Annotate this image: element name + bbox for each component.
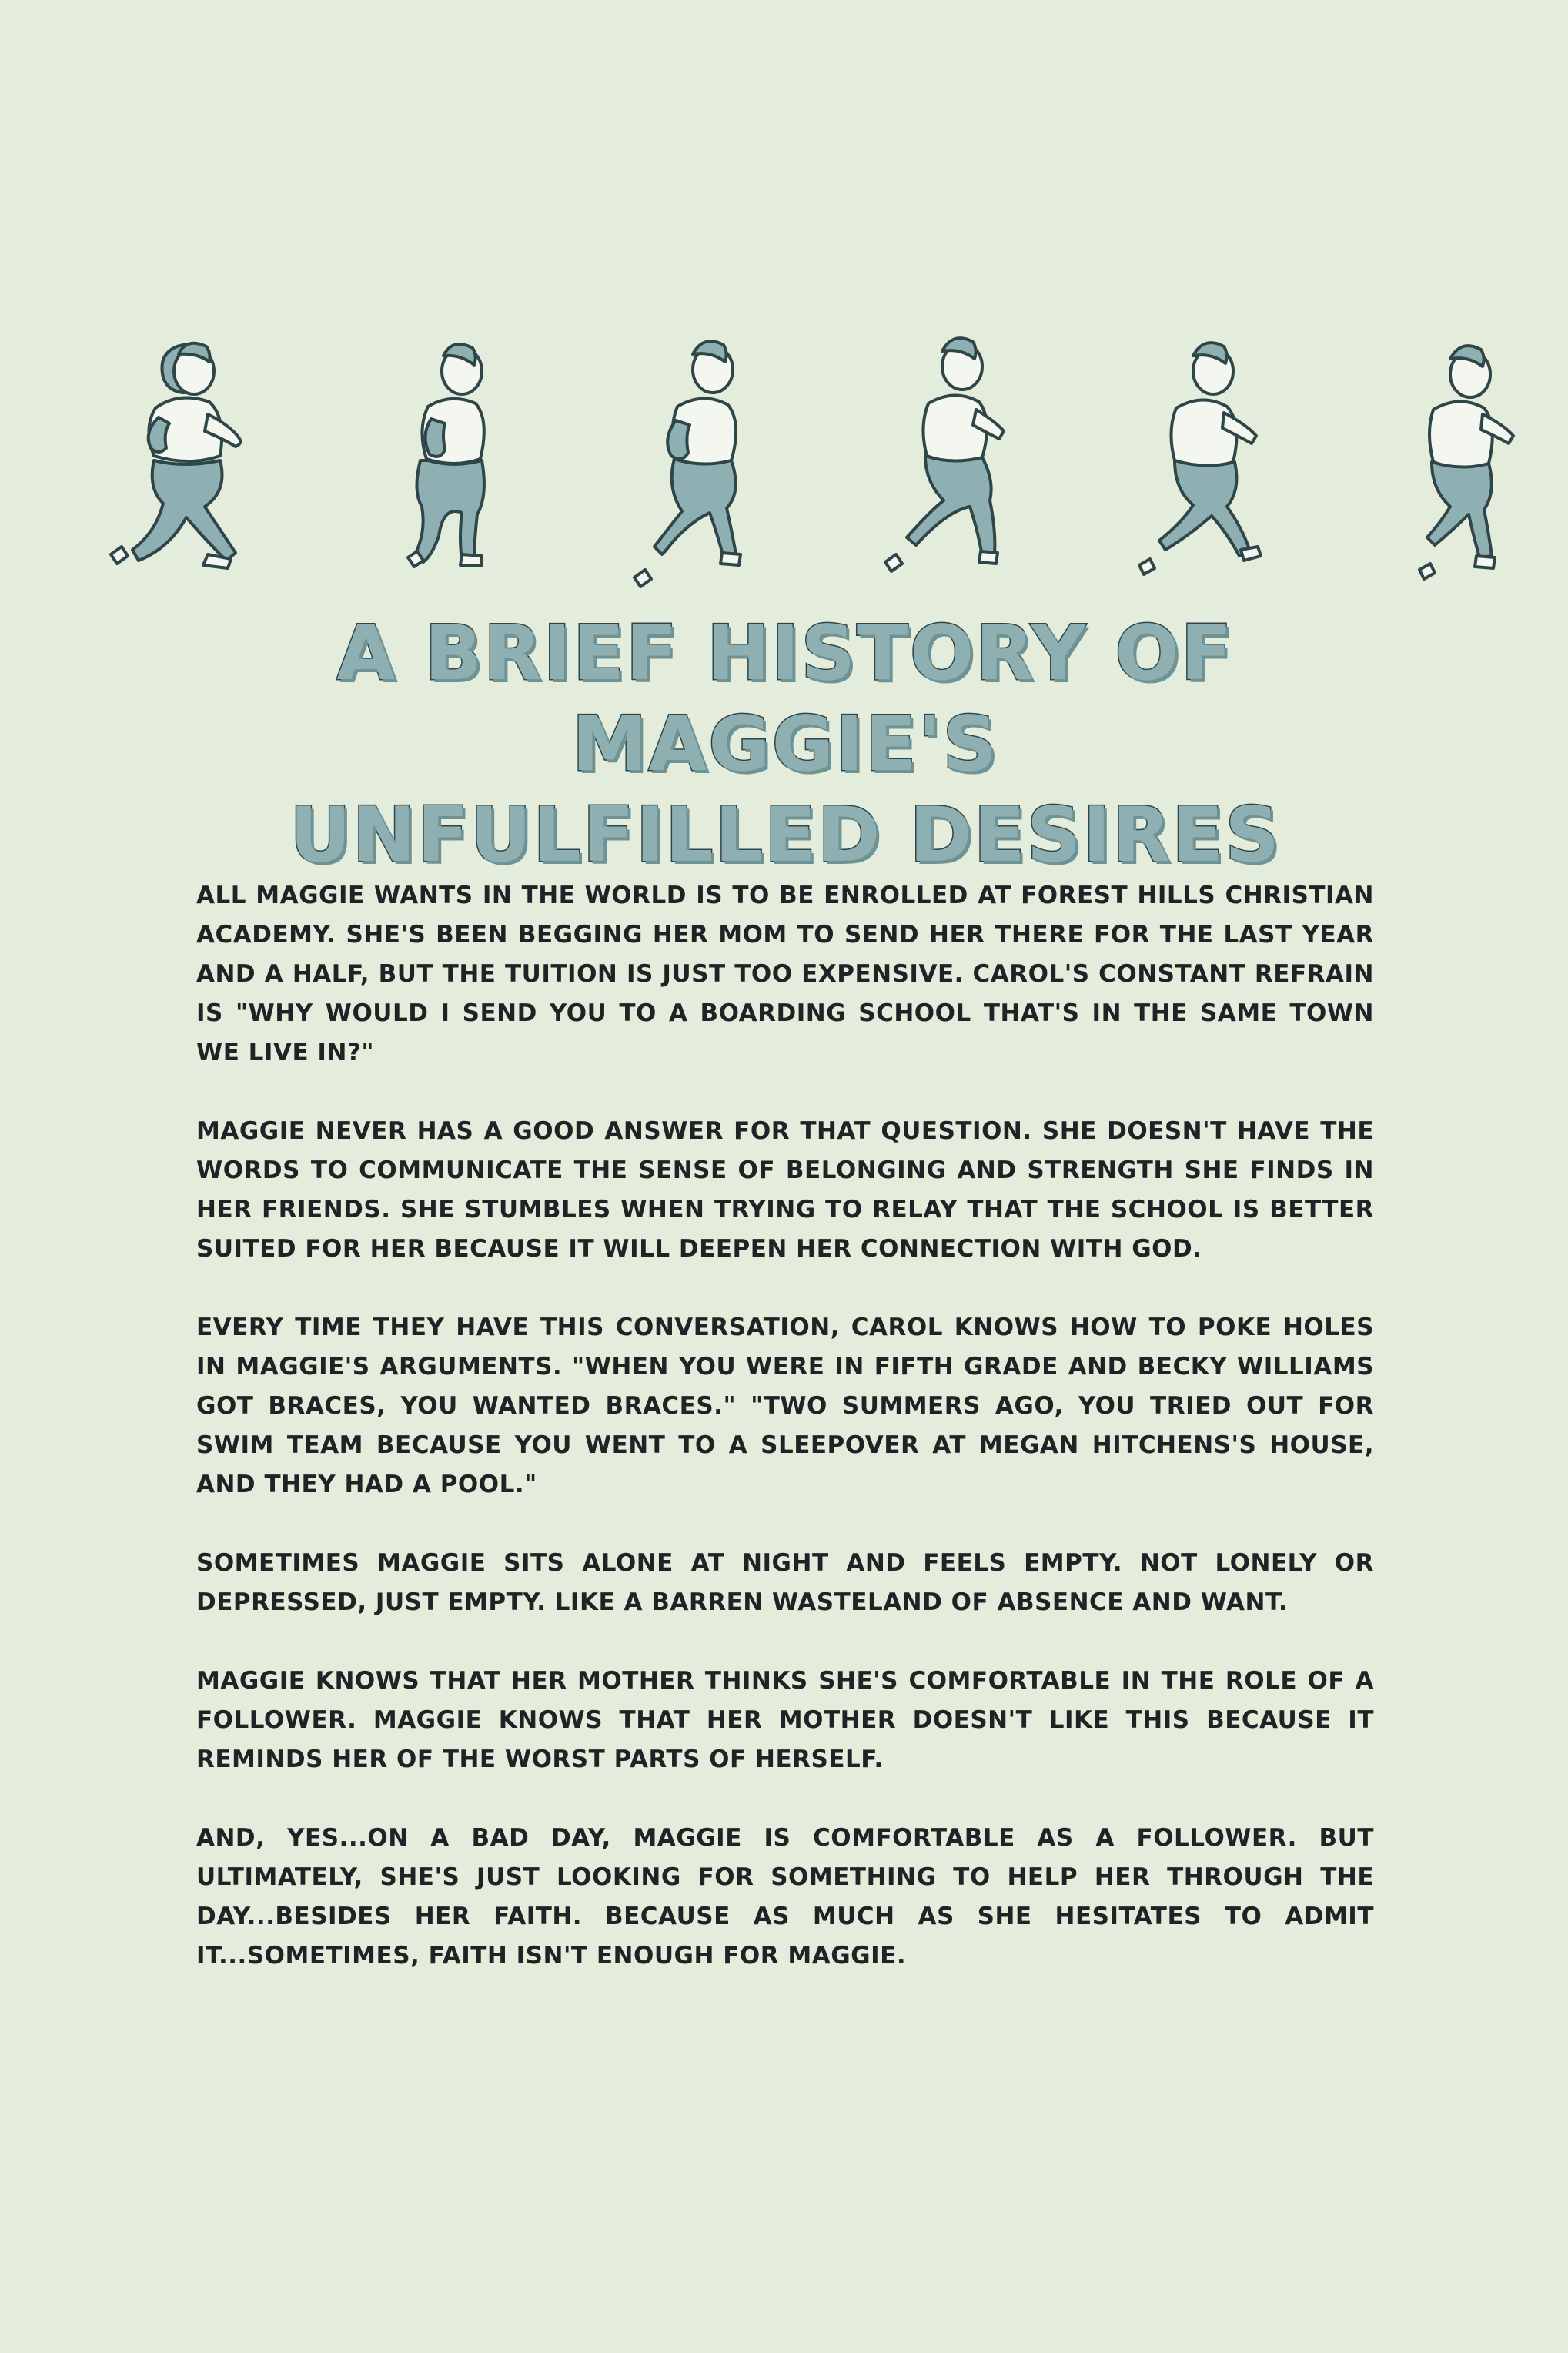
paragraph-3: EVERY TIME THEY HAVE THIS CONVERSATION, CAROL KNOWS HOW TO POKE HOLES IN MAGGIE'S ARGUMENTS. "WHEN YOU WERE IN FIFTH GRADE AND BECKY WILLIAMS GOT BRACES, YOU WANTED BRACES." "TWO SUMMERS AGO, YOU TRIED OUT FOR SWIM TEAM BECAUSE YOU WENT TO A SLEEPOVER AT MEGAN HITCHENS'S HOUSE, AND THEY HAD A POOL." bbox=[196, 1314, 1374, 1498]
page-title bbox=[139, 608, 1432, 881]
running-figure-4-icon bbox=[854, 323, 1055, 601]
title-line-2: UNFULFILLED DESIRES bbox=[289, 792, 1281, 879]
paragraph-5: MAGGIE KNOWS THAT HER MOTHER THINKS SHE'S COMFORTABLE IN THE ROLE OF A FOLLOWER. MAGGIE KNOWS THAT HER MOTHER DOESN'T LIKE THIS BECAUSE IT REMINDS HER OF THE WORST PARTS OF HERSELF. bbox=[196, 1667, 1374, 1773]
running-figure-5-icon bbox=[1108, 323, 1309, 601]
paragraph-1: ALL MAGGIE WANTS IN THE WORLD IS TO BE ENROLLED AT FOREST HILLS CHRISTIAN ACADEMY. SHE'S BEEN BEGGING HER MOM TO SEND HER THERE FOR THE LAST YEAR AND A HALF, BUT THE TUITION IS JUST TOO EXPENSIVE. CAROL'S CONSTANT REFRAIN IS "WHY WOULD I SEND YOU TO A BOARDING SCHOOL THAT'S IN THE SAME TOWN WE LIVE IN?" bbox=[196, 882, 1374, 1066]
paragraph-6: AND, YES...ON A BAD DAY, MAGGIE IS COMFORTABLE AS A FOLLOWER. BUT ULTIMATELY, SHE'S JUST LOOKING FOR SOMETHING TO HELP HER THROUGH THE DAY...BESIDES HER FAITH. BECAUSE AS MUCH AS SHE HESITATES TO ADMIT IT...SOMETIMES, FAITH ISN'T ENOUGH FOR MAGGIE. bbox=[196, 1824, 1374, 1970]
running-figure-1-icon bbox=[92, 323, 293, 601]
running-figure-6-icon bbox=[1355, 323, 1555, 601]
paragraph-2: MAGGIE NEVER HAS A GOOD ANSWER FOR THAT QUESTION. SHE DOESN'T HAVE THE WORDS TO COMMUNICATE THE SENSE OF BELONGING AND STRENGTH SHE FINDS IN HER FRIENDS. SHE STUMBLES WHEN TRYING TO RELAY THAT THE SCHOOL IS BETTER SUITED FOR HER BECAUSE IT WILL DEEPEN HER CONNECTION WITH GOD. bbox=[196, 1117, 1374, 1263]
running-figure-3-icon bbox=[608, 323, 808, 601]
body-text bbox=[196, 876, 1374, 2015]
title-line-1: A BRIEF HISTORY OF MAGGIE'S bbox=[336, 610, 1234, 788]
paragraph-4: SOMETIMES MAGGIE SITS ALONE AT NIGHT AND FEELS EMPTY. NOT LONELY OR DEPRESSED, JUST EMPTY. LIKE A BARREN WASTELAND OF ABSENCE AND WANT. bbox=[196, 1549, 1374, 1616]
running-figure-2-icon bbox=[354, 323, 554, 601]
running-figures-illustration bbox=[0, 323, 1568, 601]
